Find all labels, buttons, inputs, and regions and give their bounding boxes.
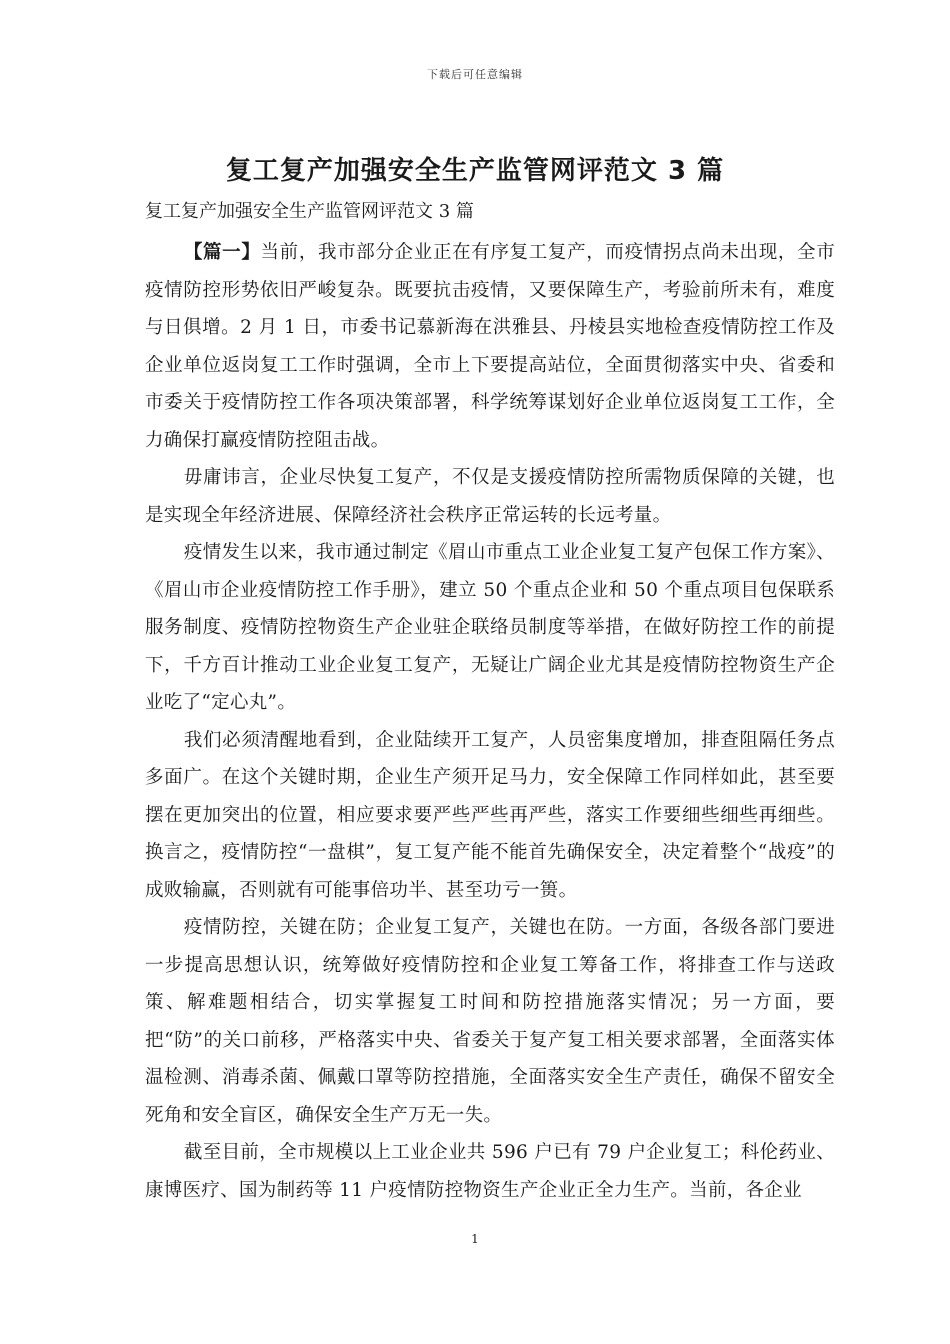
paragraph xyxy=(145,909,835,1134)
paragraph-text: 疫情防控，关键在防；企业复工复产，关键也在防。一方面，各级各部门要进一步提高思想认识，统筹做好疫情防控和企业复工筹备工作，将排查工作与送政策、解难题相结合，切实掌握复工时间和防控措施落实情况；另一方面，要把“防”的关口前移，严格落实中央、省委关于复产复工相关要求部署，全面落实体温检测、消毒杀菌、佩戴口罩等防控措施，全面落实安全生产责任，确保不留安全死角和安全盲区，确保安全生产万无一失。 xyxy=(145,917,835,1126)
paragraph xyxy=(145,722,835,910)
page-number: 1 xyxy=(471,1232,479,1246)
paragraph xyxy=(145,534,835,722)
document-subtitle: 复工复产加强安全生产监管网评范文 3 篇 xyxy=(145,201,474,222)
document-body xyxy=(145,234,835,1209)
paragraph-text: 截至目前，全市规模以上工业企业共 596 户已有 79 户企业复工；科伦药业、康博医疗、国为制药等 11 户疫情防控物资生产企业正全力生产。当前，各企业 xyxy=(145,1142,835,1201)
paragraph xyxy=(145,234,835,459)
paragraph-text: 我们必须清醒地看到，企业陆续开工复产，人员密集度增加，排查阻隔任务点多面广。在这个关键时期，企业生产须开足马力，安全保障工作同样如此，甚至要摆在更加突出的位置，相应要求要严些严些再严些，落实工作要细些细些再细些。换言之，疫情防控“一盘棋”，复工复产能不能首先确保安全，决定着整个“战疫”的成败输赢，否则就有可能事倍功半、甚至功亏一篑。 xyxy=(145,729,835,901)
paragraph xyxy=(145,459,835,534)
paragraph xyxy=(145,1134,835,1209)
header-note: 下载后可任意编辑 xyxy=(427,68,523,81)
section-marker: 【篇一】 xyxy=(183,242,261,263)
document-title: 复工复产加强安全生产监管网评范文 3 篇 xyxy=(225,156,725,186)
paragraph-text: 当前，我市部分企业正在有序复工复产，而疫情拐点尚未出现，全市疫情防控形势依旧严峻复杂。既要抗击疫情，又要保障生产，考验前所未有，难度与日俱增。2 月 1 日，市委书记慕新海在洪雅县、丹棱县实地检查疫情防控工作及企业单位返岗复工工作时强调，全市上下要提高站位，全面贯彻落实中央、省委和市委关于疫情防控工作各项决策部署，科学统筹谋划好企业单位返岗复工工作，全力确保打赢疫情防控阻击战。 xyxy=(145,242,835,451)
paragraph-text: 毋庸讳言，企业尽快复工复产，不仅是支援疫情防控所需物质保障的关键，也是实现全年经济进展、保障经济社会秩序正常运转的长远考量。 xyxy=(145,467,835,526)
paragraph-text: 疫情发生以来，我市通过制定《眉山市重点工业企业复工复产包保工作方案》、《眉山市企业疫情防控工作手册》，建立 50 个重点企业和 50 个重点项目包保联系服务制度、疫情防控物资生产企业驻企联络员制度等举措，在做好防控工作的前提下，千方百计推动工业企业复工复产，无疑让广阔企业尤其是疫情防控物资生产企业吃了“定心丸”。 xyxy=(145,542,835,713)
